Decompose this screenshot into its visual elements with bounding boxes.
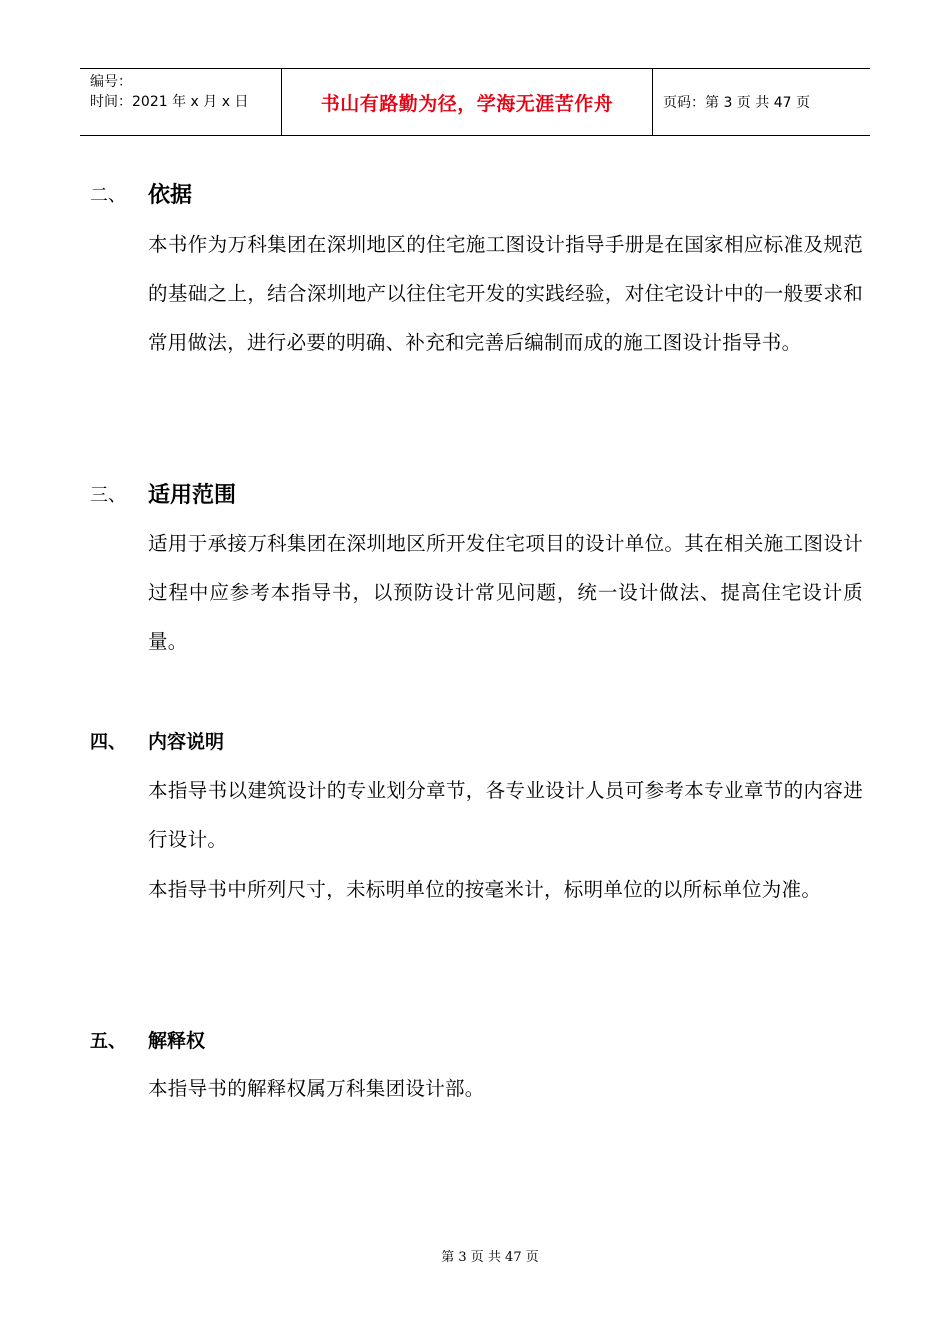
- header-page-cell: [653, 69, 870, 135]
- header-meta-cell: [80, 69, 282, 135]
- section-paragraph: 本指导书以建筑设计的专业划分章节，各专业设计人员可参考本专业章节的内容进行设计。: [148, 779, 863, 851]
- section-title-basis: [90, 178, 192, 209]
- section-heading: 解释权: [148, 1030, 206, 1052]
- section-title-interpretation: [90, 1026, 205, 1053]
- section-heading: 适用范围: [148, 483, 237, 508]
- page-footer: 第 3 页 共 47 页: [441, 1250, 539, 1265]
- section-heading: 内容说明: [148, 731, 225, 753]
- section-heading: 依据: [148, 183, 193, 208]
- section-paragraph: 适用于承接万科集团在深圳地区所开发住宅项目的设计单位。其在相关施工图设计过程中应参考本指导书，以预防设计常见问题，统一设计做法、提高住宅设计质量。: [148, 532, 863, 653]
- section-number: 三、: [90, 484, 126, 506]
- section-number: 二、: [90, 184, 126, 206]
- section-title-scope: [90, 478, 236, 509]
- section-number: 四、: [90, 731, 126, 753]
- section-number: 五、: [90, 1030, 126, 1052]
- document-time-label: 时间：2021 年 x 月 x 日: [90, 94, 249, 110]
- document-number-label: 编号：: [90, 74, 132, 90]
- section-paragraph: 本指导书的解释权属万科集团设计部。: [148, 1077, 485, 1100]
- section-paragraph: 本指导书中所列尺寸，未标明单位的按毫米计，标明单位的以所标单位为准。: [148, 878, 822, 901]
- document-header: [80, 68, 870, 136]
- section-paragraph: 本书作为万科集团在深圳地区的住宅施工图设计指导手册是在国家相应标准及规范的基础之上，结合深圳地产以往住宅开发的实践经验，对住宅设计中的一般要求和常用做法，进行必要的明确、补充和完善后编制而成的施工图设计指导书。: [148, 233, 863, 354]
- section-title-content: [90, 727, 224, 754]
- header-page-info: 页码：第 3 页 共 47 页: [663, 95, 810, 111]
- header-motto: 书山有路勤为径，学海无涯苦作舟: [320, 92, 614, 115]
- header-motto-cell: [282, 69, 653, 135]
